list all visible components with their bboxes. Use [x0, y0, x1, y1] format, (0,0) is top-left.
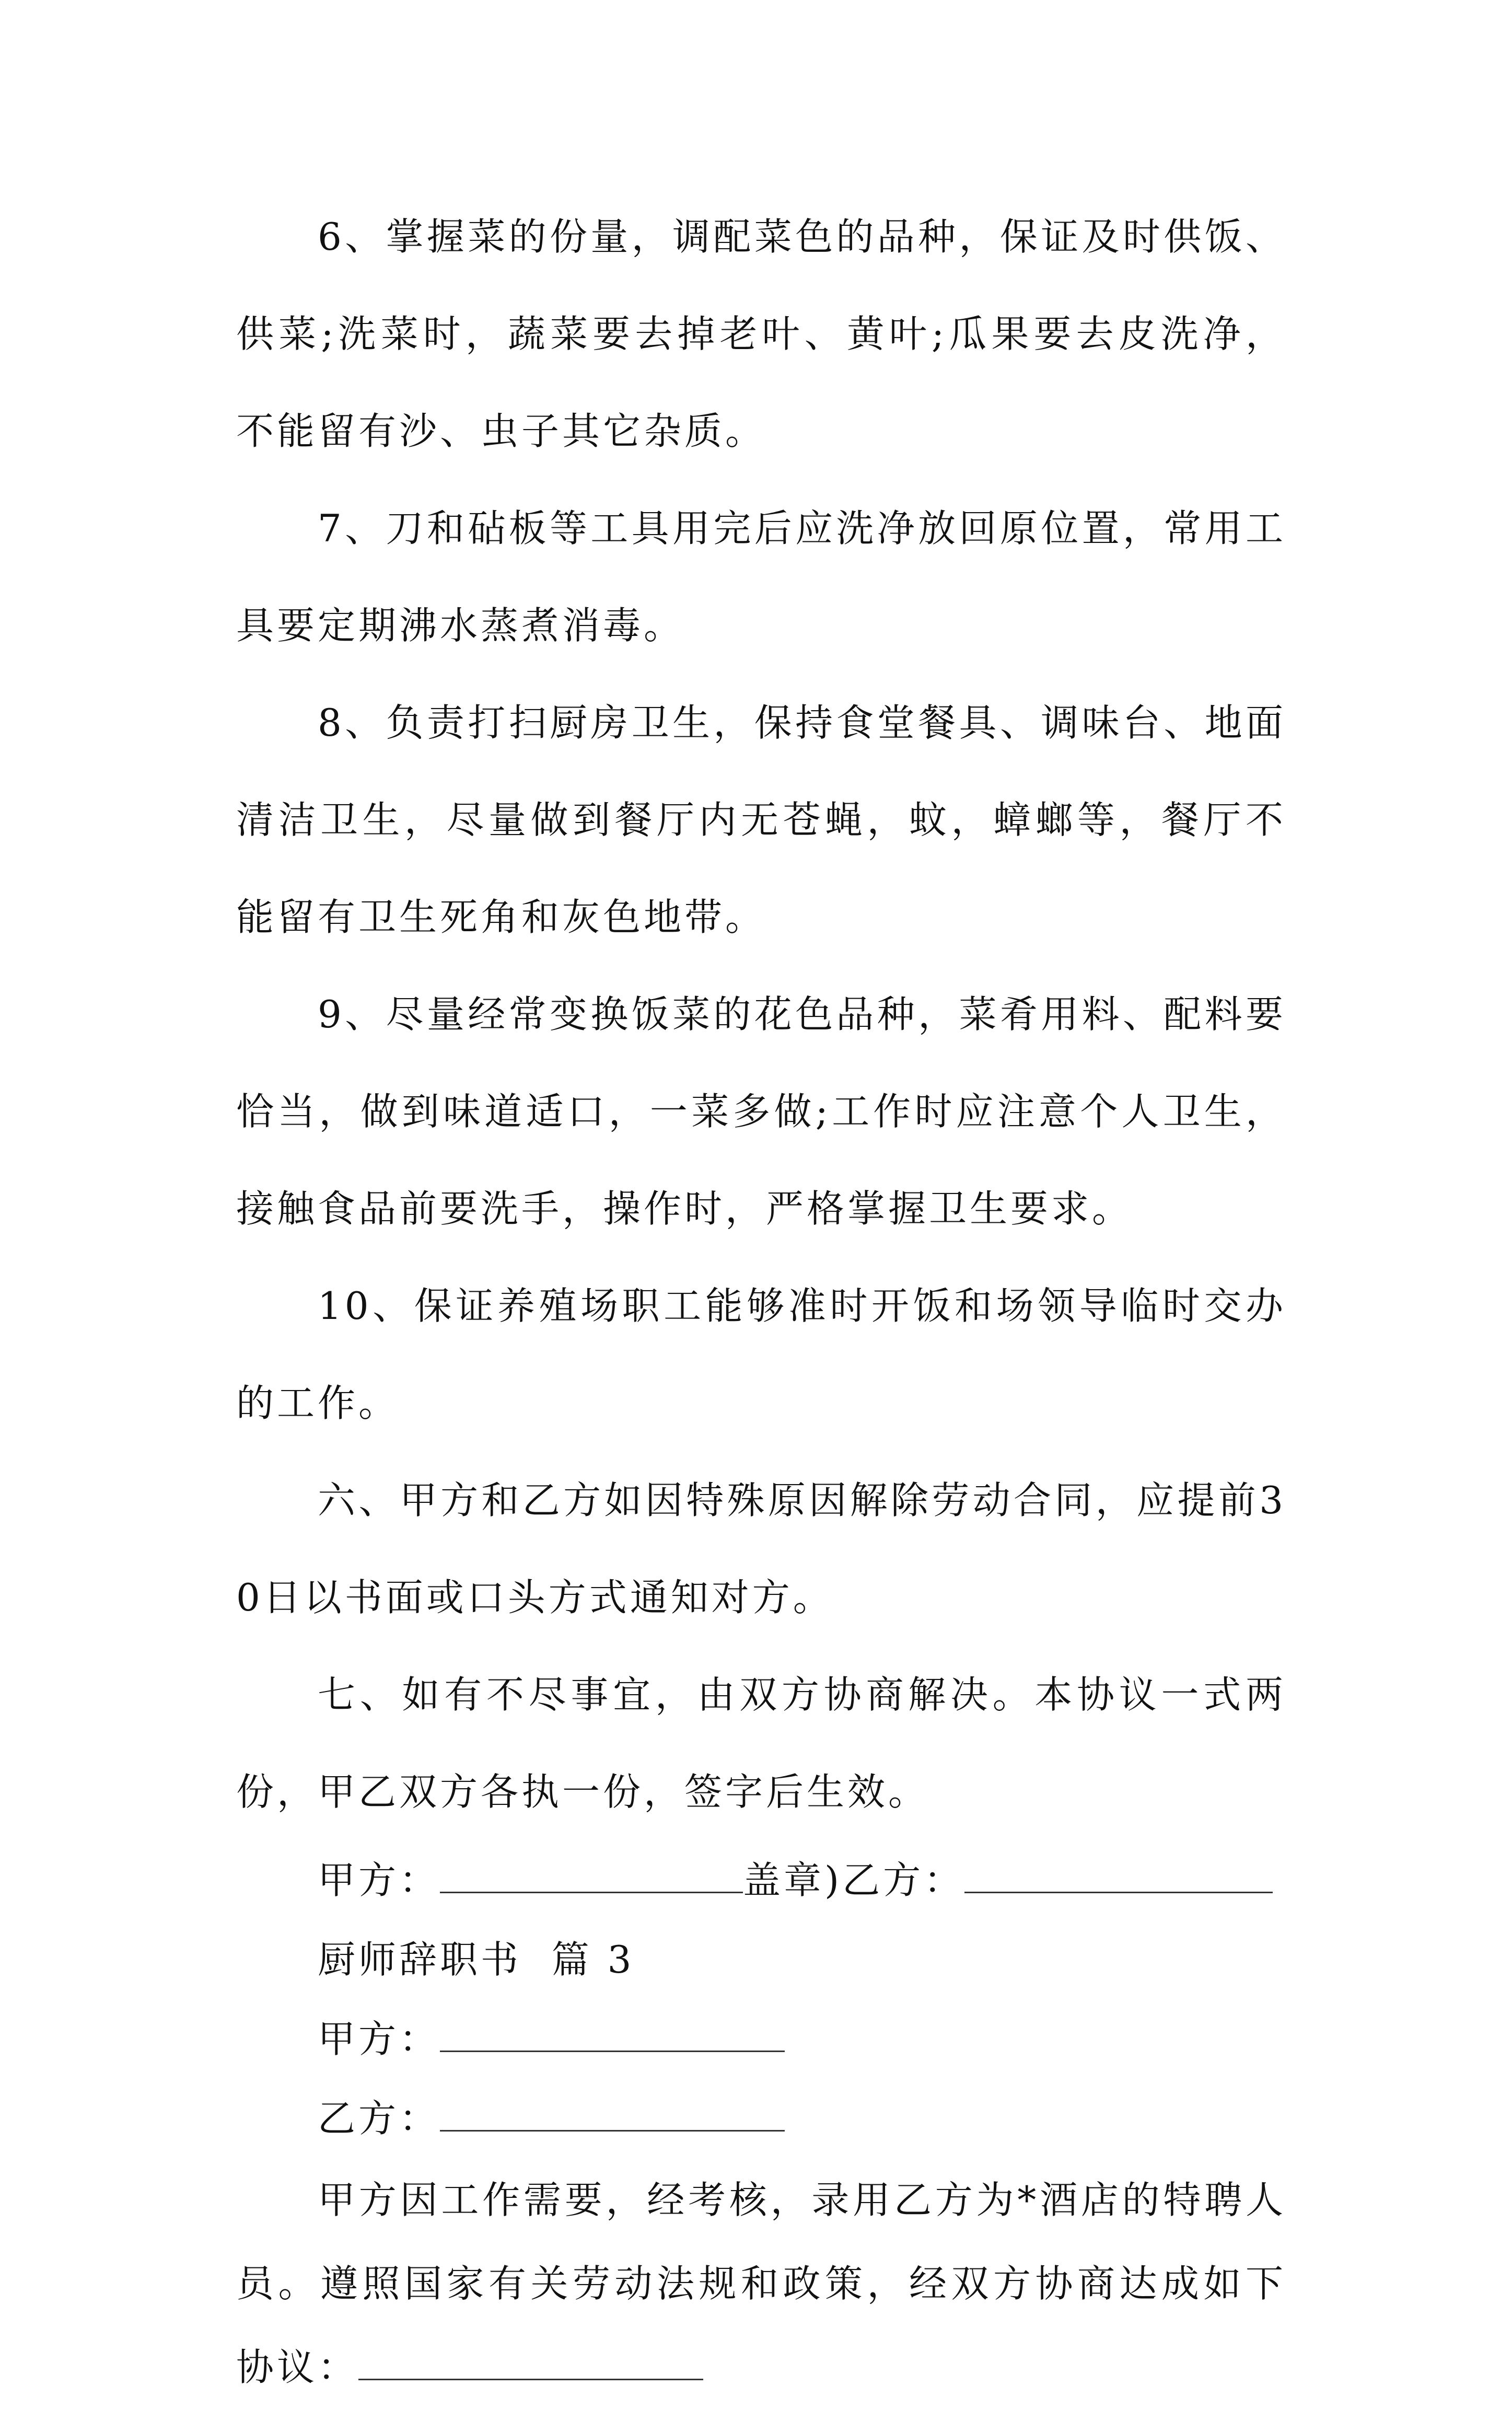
agreement-blank	[358, 2347, 703, 2380]
party-b-label: 乙方：	[318, 2097, 440, 2140]
party-a-signature-label: 甲方：	[318, 1858, 440, 1902]
party-b-signature-blank	[964, 1860, 1273, 1893]
seal-party-b-label: 盖章)乙方：	[743, 1858, 965, 1902]
paragraph-item-10: 10、保证养殖场职工能够准时开饭和场领导临时交办的工作。	[236, 1284, 1286, 1425]
party-a-label: 甲方：	[318, 2017, 440, 2061]
paragraph-item-6: 6、掌握菜的份量，调配菜色的品种，保证及时供饭、供菜;洗菜时，蔬菜要去掉老叶、黄叶;瓜果要去皮洗净，不能留有沙、虫子其它杂质。	[236, 215, 1286, 453]
intro-paragraph	[236, 2158, 1286, 2409]
paragraph-item-9: 9、尽量经常变换饭菜的花色品种，菜肴用料、配料要恰当，做到味道适口，一菜多做;工作时应注意个人卫生，接触食品前要洗手，操作时，严格掌握卫生要求。	[236, 992, 1286, 1231]
signature-line	[236, 1840, 1286, 1920]
paragraph-clause-6: 六、甲方和乙方如因特殊原因解除劳动合同，应提前30日以书面或口头方式通知对方。	[236, 1478, 1286, 1619]
party-b-blank	[440, 2099, 785, 2132]
party-a-signature-blank	[440, 1860, 743, 1893]
party-b-line	[236, 2079, 1286, 2158]
party-a-blank	[440, 2019, 785, 2052]
document-body	[236, 188, 1286, 2409]
paragraph-item-7: 7、刀和砧板等工具用完后应洗净放回原位置，常用工具要定期沸水蒸煮消毒。	[236, 506, 1286, 647]
section-title: 厨师辞职书 篇 3	[318, 1938, 635, 1982]
intro-paragraph-text: 甲方因工作需要，经考核，录用乙方为*酒店的特聘人员。遵照国家有关劳动法规和政策，经双方协商达成如下协议：	[236, 2178, 1286, 2389]
paragraph-item-8: 8、负责打扫厨房卫生，保持食堂餐具、调味台、地面清洁卫生，尽量做到餐厅内无苍蝇，蚊，蟑螂等，餐厅不能留有卫生死角和灰色地带。	[236, 701, 1286, 939]
party-a-line	[236, 1999, 1286, 2079]
paragraph-clause-7: 七、如有不尽事宜，由双方协商解决。本协议一式两份，甲乙双方各执一份，签字后生效。	[236, 1673, 1286, 1814]
